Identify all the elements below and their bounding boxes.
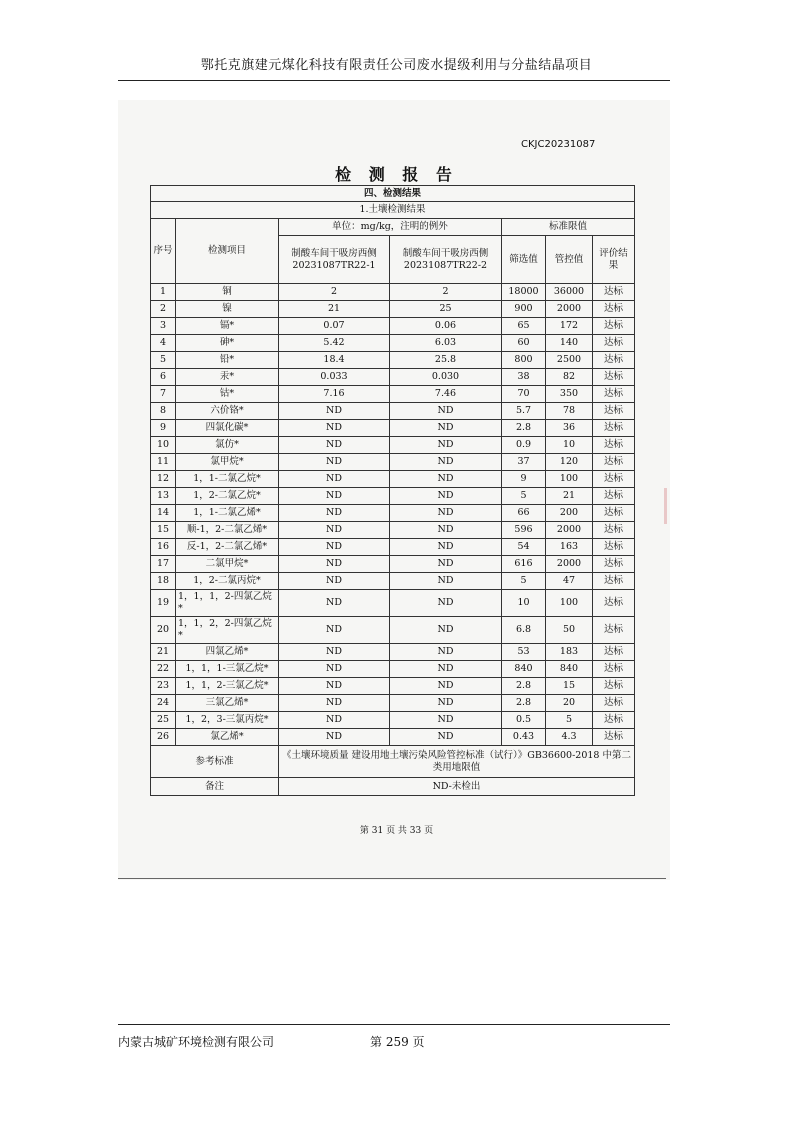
row-sample2-value: 0.06 xyxy=(390,318,502,335)
table-row xyxy=(151,301,635,318)
footer-divider xyxy=(118,1024,670,1025)
row-evaluation: 达标 xyxy=(593,403,635,420)
table-row xyxy=(151,712,635,729)
row-evaluation: 达标 xyxy=(593,301,635,318)
row-sample2-value: ND xyxy=(390,539,502,556)
row-sample1-value: 0.033 xyxy=(279,369,390,386)
seq-header: 序号 xyxy=(151,219,176,284)
row-sample1-value: ND xyxy=(279,539,390,556)
row-item: 氯乙烯* xyxy=(176,729,279,746)
row-sample1-value: 5.42 xyxy=(279,335,390,352)
row-evaluation: 达标 xyxy=(593,644,635,661)
sample1-header: 制酸车间干吸房西侧 20231087TR22-1 xyxy=(279,236,390,284)
row-item: 1，1，1，2-四氯乙烷* xyxy=(176,590,279,617)
document-header-title: 鄂托克旗建元煤化科技有限责任公司废水提级利用与分盐结晶项目 xyxy=(200,58,593,73)
row-item: 铅* xyxy=(176,352,279,369)
row-sample2-value: ND xyxy=(390,556,502,573)
row-seq: 12 xyxy=(151,471,176,488)
table-row xyxy=(151,505,635,522)
soil-results-table xyxy=(150,185,635,796)
row-sample2-value: 25.8 xyxy=(390,352,502,369)
binding-mark xyxy=(664,488,667,524)
notes-value: ND-未检出 xyxy=(279,778,635,796)
row-control-value: 21 xyxy=(546,488,593,505)
row-screening-value: 616 xyxy=(502,556,546,573)
row-evaluation: 达标 xyxy=(593,539,635,556)
row-item: 1，1-二氯乙烷* xyxy=(176,471,279,488)
row-sample1-value: ND xyxy=(279,644,390,661)
row-item: 1，1，1-三氯乙烷* xyxy=(176,661,279,678)
row-sample1-value: ND xyxy=(279,403,390,420)
row-item: 铜 xyxy=(176,284,279,301)
row-item: 1，2-二氯乙烷* xyxy=(176,488,279,505)
notes-label: 备注 xyxy=(151,778,279,796)
row-item: 1，2-二氯丙烷* xyxy=(176,573,279,590)
row-seq: 20 xyxy=(151,617,176,644)
row-seq: 15 xyxy=(151,522,176,539)
row-evaluation: 达标 xyxy=(593,369,635,386)
row-screening-value: 5 xyxy=(502,488,546,505)
row-sample2-value: 0.030 xyxy=(390,369,502,386)
row-sample1-value: ND xyxy=(279,590,390,617)
row-control-value: 183 xyxy=(546,644,593,661)
footer-company: 内蒙古城矿环境检测有限公司 xyxy=(118,1035,275,1049)
reference-standard-label: 参考标准 xyxy=(151,746,279,778)
row-control-value: 15 xyxy=(546,678,593,695)
row-screening-value: 0.43 xyxy=(502,729,546,746)
row-sample1-value: ND xyxy=(279,695,390,712)
row-control-value: 2000 xyxy=(546,522,593,539)
row-sample2-value: ND xyxy=(390,712,502,729)
row-seq: 14 xyxy=(151,505,176,522)
table-row xyxy=(151,335,635,352)
row-control-value: 172 xyxy=(546,318,593,335)
page-number-info: 第 31 页 共 33 页 xyxy=(359,826,434,836)
table-row xyxy=(151,420,635,437)
row-sample1-value: ND xyxy=(279,437,390,454)
report-title: 检 测 报 告 xyxy=(335,165,458,184)
row-screening-value: 900 xyxy=(502,301,546,318)
row-sample2-value: ND xyxy=(390,505,502,522)
row-sample1-value: ND xyxy=(279,488,390,505)
table-row xyxy=(151,403,635,420)
table-row xyxy=(151,661,635,678)
row-seq: 22 xyxy=(151,661,176,678)
report-code: CKJC20231087 xyxy=(521,139,596,150)
row-sample1-value: 0.07 xyxy=(279,318,390,335)
row-item: 六价铬* xyxy=(176,403,279,420)
row-item: 三氯乙烯* xyxy=(176,695,279,712)
row-sample1-value: ND xyxy=(279,556,390,573)
row-screening-value: 38 xyxy=(502,369,546,386)
table-row xyxy=(151,454,635,471)
row-seq: 25 xyxy=(151,712,176,729)
row-seq: 19 xyxy=(151,590,176,617)
row-sample1-value: ND xyxy=(279,454,390,471)
row-sample2-value: ND xyxy=(390,437,502,454)
table-row xyxy=(151,284,635,301)
row-screening-value: 66 xyxy=(502,505,546,522)
row-sample1-value: 18.4 xyxy=(279,352,390,369)
row-screening-value: 5.7 xyxy=(502,403,546,420)
row-evaluation: 达标 xyxy=(593,712,635,729)
table-row xyxy=(151,471,635,488)
row-sample1-value: ND xyxy=(279,617,390,644)
row-control-value: 2000 xyxy=(546,301,593,318)
row-seq: 11 xyxy=(151,454,176,471)
row-screening-value: 65 xyxy=(502,318,546,335)
row-seq: 17 xyxy=(151,556,176,573)
row-evaluation: 达标 xyxy=(593,318,635,335)
row-evaluation: 达标 xyxy=(593,437,635,454)
row-evaluation: 达标 xyxy=(593,454,635,471)
row-sample2-value: ND xyxy=(390,488,502,505)
row-sample1-value: ND xyxy=(279,505,390,522)
row-sample2-value: ND xyxy=(390,522,502,539)
row-evaluation: 达标 xyxy=(593,352,635,369)
row-sample2-value: 7.46 xyxy=(390,386,502,403)
row-screening-value: 60 xyxy=(502,335,546,352)
row-control-value: 200 xyxy=(546,505,593,522)
row-screening-value: 6.8 xyxy=(502,617,546,644)
row-seq: 21 xyxy=(151,644,176,661)
row-seq: 24 xyxy=(151,695,176,712)
row-item: 四氯化碳* xyxy=(176,420,279,437)
notes-row xyxy=(151,778,635,796)
row-item: 二氯甲烷* xyxy=(176,556,279,573)
row-sample2-value: 2 xyxy=(390,284,502,301)
row-evaluation: 达标 xyxy=(593,695,635,712)
scan-bottom-line xyxy=(118,878,666,879)
control-value-header: 管控值 xyxy=(546,236,593,284)
row-control-value: 20 xyxy=(546,695,593,712)
row-screening-value: 10 xyxy=(502,590,546,617)
row-sample2-value: ND xyxy=(390,573,502,590)
row-evaluation: 达标 xyxy=(593,522,635,539)
reference-standard-row xyxy=(151,746,635,778)
row-sample2-value: ND xyxy=(390,661,502,678)
row-evaluation: 达标 xyxy=(593,617,635,644)
row-seq: 8 xyxy=(151,403,176,420)
row-sample1-value: ND xyxy=(279,420,390,437)
row-evaluation: 达标 xyxy=(593,488,635,505)
row-sample1-value: ND xyxy=(279,471,390,488)
header-divider xyxy=(118,80,670,81)
row-control-value: 10 xyxy=(546,437,593,454)
table-row xyxy=(151,617,635,644)
row-sample1-value: ND xyxy=(279,678,390,695)
table-row xyxy=(151,437,635,454)
row-sample2-value: ND xyxy=(390,420,502,437)
row-sample1-value: 7.16 xyxy=(279,386,390,403)
table-row xyxy=(151,573,635,590)
evaluation-header: 评价结果 xyxy=(593,236,635,284)
row-control-value: 2500 xyxy=(546,352,593,369)
table-row xyxy=(151,352,635,369)
row-control-value: 36000 xyxy=(546,284,593,301)
row-screening-value: 2.8 xyxy=(502,678,546,695)
table-row xyxy=(151,386,635,403)
row-control-value: 82 xyxy=(546,369,593,386)
table-row xyxy=(151,369,635,386)
row-seq: 23 xyxy=(151,678,176,695)
row-control-value: 5 xyxy=(546,712,593,729)
row-evaluation: 达标 xyxy=(593,678,635,695)
row-item: 钴* xyxy=(176,386,279,403)
row-item: 1，1，2-三氯乙烷* xyxy=(176,678,279,695)
row-item: 顺-1，2-二氯乙烯* xyxy=(176,522,279,539)
reference-standard-value: 《土壤环境质量 建设用地土壤污染风险管控标准（试行）》GB36600-2018 中第二类用地限值 xyxy=(279,746,635,778)
row-screening-value: 800 xyxy=(502,352,546,369)
row-seq: 5 xyxy=(151,352,176,369)
table-row xyxy=(151,729,635,746)
row-item: 镍 xyxy=(176,301,279,318)
row-seq: 18 xyxy=(151,573,176,590)
row-item: 氯甲烷* xyxy=(176,454,279,471)
row-screening-value: 54 xyxy=(502,539,546,556)
row-control-value: 36 xyxy=(546,420,593,437)
row-sample2-value: ND xyxy=(390,471,502,488)
row-sample2-value: ND xyxy=(390,678,502,695)
row-sample1-value: ND xyxy=(279,573,390,590)
subsection-title: 1.土壤检测结果 xyxy=(151,202,635,219)
row-evaluation: 达标 xyxy=(593,471,635,488)
row-item: 砷* xyxy=(176,335,279,352)
row-evaluation: 达标 xyxy=(593,335,635,352)
row-control-value: 163 xyxy=(546,539,593,556)
row-seq: 26 xyxy=(151,729,176,746)
row-sample1-value: ND xyxy=(279,522,390,539)
table-row xyxy=(151,556,635,573)
row-evaluation: 达标 xyxy=(593,729,635,746)
row-sample2-value: ND xyxy=(390,695,502,712)
row-control-value: 840 xyxy=(546,661,593,678)
row-control-value: 2000 xyxy=(546,556,593,573)
row-item: 1，1-二氯乙烯* xyxy=(176,505,279,522)
row-control-value: 4.3 xyxy=(546,729,593,746)
row-evaluation: 达标 xyxy=(593,284,635,301)
row-screening-value: 0.9 xyxy=(502,437,546,454)
row-sample1-value: ND xyxy=(279,729,390,746)
row-screening-value: 840 xyxy=(502,661,546,678)
row-seq: 10 xyxy=(151,437,176,454)
row-evaluation: 达标 xyxy=(593,386,635,403)
table-row xyxy=(151,644,635,661)
screening-value-header: 筛选值 xyxy=(502,236,546,284)
row-control-value: 50 xyxy=(546,617,593,644)
row-sample2-value: ND xyxy=(390,590,502,617)
row-evaluation: 达标 xyxy=(593,661,635,678)
table-row xyxy=(151,678,635,695)
row-evaluation: 达标 xyxy=(593,573,635,590)
row-seq: 3 xyxy=(151,318,176,335)
row-evaluation: 达标 xyxy=(593,590,635,617)
row-control-value: 100 xyxy=(546,590,593,617)
row-seq: 4 xyxy=(151,335,176,352)
row-seq: 7 xyxy=(151,386,176,403)
row-screening-value: 596 xyxy=(502,522,546,539)
row-seq: 16 xyxy=(151,539,176,556)
row-seq: 6 xyxy=(151,369,176,386)
row-item: 1，1，2，2-四氯乙烷* xyxy=(176,617,279,644)
row-sample2-value: 6.03 xyxy=(390,335,502,352)
row-sample1-value: ND xyxy=(279,712,390,729)
table-row xyxy=(151,522,635,539)
row-item: 1，2，3-三氯丙烷* xyxy=(176,712,279,729)
row-control-value: 350 xyxy=(546,386,593,403)
row-sample2-value: ND xyxy=(390,644,502,661)
unit-note: 单位：mg/kg，注明的例外 xyxy=(279,219,502,236)
row-screening-value: 70 xyxy=(502,386,546,403)
row-screening-value: 18000 xyxy=(502,284,546,301)
row-seq: 9 xyxy=(151,420,176,437)
row-seq: 13 xyxy=(151,488,176,505)
footer-page: 第 259 页 xyxy=(370,1035,425,1049)
row-screening-value: 2.8 xyxy=(502,695,546,712)
row-screening-value: 37 xyxy=(502,454,546,471)
row-control-value: 120 xyxy=(546,454,593,471)
row-screening-value: 2.8 xyxy=(502,420,546,437)
row-screening-value: 5 xyxy=(502,573,546,590)
row-sample1-value: 21 xyxy=(279,301,390,318)
row-item: 镉* xyxy=(176,318,279,335)
table-row xyxy=(151,318,635,335)
table-row xyxy=(151,488,635,505)
section-title: 四、检测结果 xyxy=(151,186,635,202)
row-sample2-value: ND xyxy=(390,617,502,644)
sample2-header: 制酸车间干吸房西侧 20231087TR22-2 xyxy=(390,236,502,284)
item-header: 检测项目 xyxy=(176,219,279,284)
row-item: 四氯乙烯* xyxy=(176,644,279,661)
row-seq: 2 xyxy=(151,301,176,318)
row-control-value: 100 xyxy=(546,471,593,488)
row-evaluation: 达标 xyxy=(593,420,635,437)
row-screening-value: 0.5 xyxy=(502,712,546,729)
row-sample1-value: ND xyxy=(279,661,390,678)
row-control-value: 78 xyxy=(546,403,593,420)
standard-limit-header: 标准限值 xyxy=(502,219,635,236)
row-evaluation: 达标 xyxy=(593,505,635,522)
row-screening-value: 53 xyxy=(502,644,546,661)
row-sample2-value: ND xyxy=(390,729,502,746)
row-sample1-value: 2 xyxy=(279,284,390,301)
row-item: 氯仿* xyxy=(176,437,279,454)
row-sample2-value: 25 xyxy=(390,301,502,318)
row-control-value: 140 xyxy=(546,335,593,352)
table-row xyxy=(151,539,635,556)
row-item: 反-1，2-二氯乙烯* xyxy=(176,539,279,556)
row-seq: 1 xyxy=(151,284,176,301)
table-row xyxy=(151,590,635,617)
row-item: 汞* xyxy=(176,369,279,386)
row-evaluation: 达标 xyxy=(593,556,635,573)
row-control-value: 47 xyxy=(546,573,593,590)
table-row xyxy=(151,695,635,712)
row-sample2-value: ND xyxy=(390,454,502,471)
row-sample2-value: ND xyxy=(390,403,502,420)
row-screening-value: 9 xyxy=(502,471,546,488)
